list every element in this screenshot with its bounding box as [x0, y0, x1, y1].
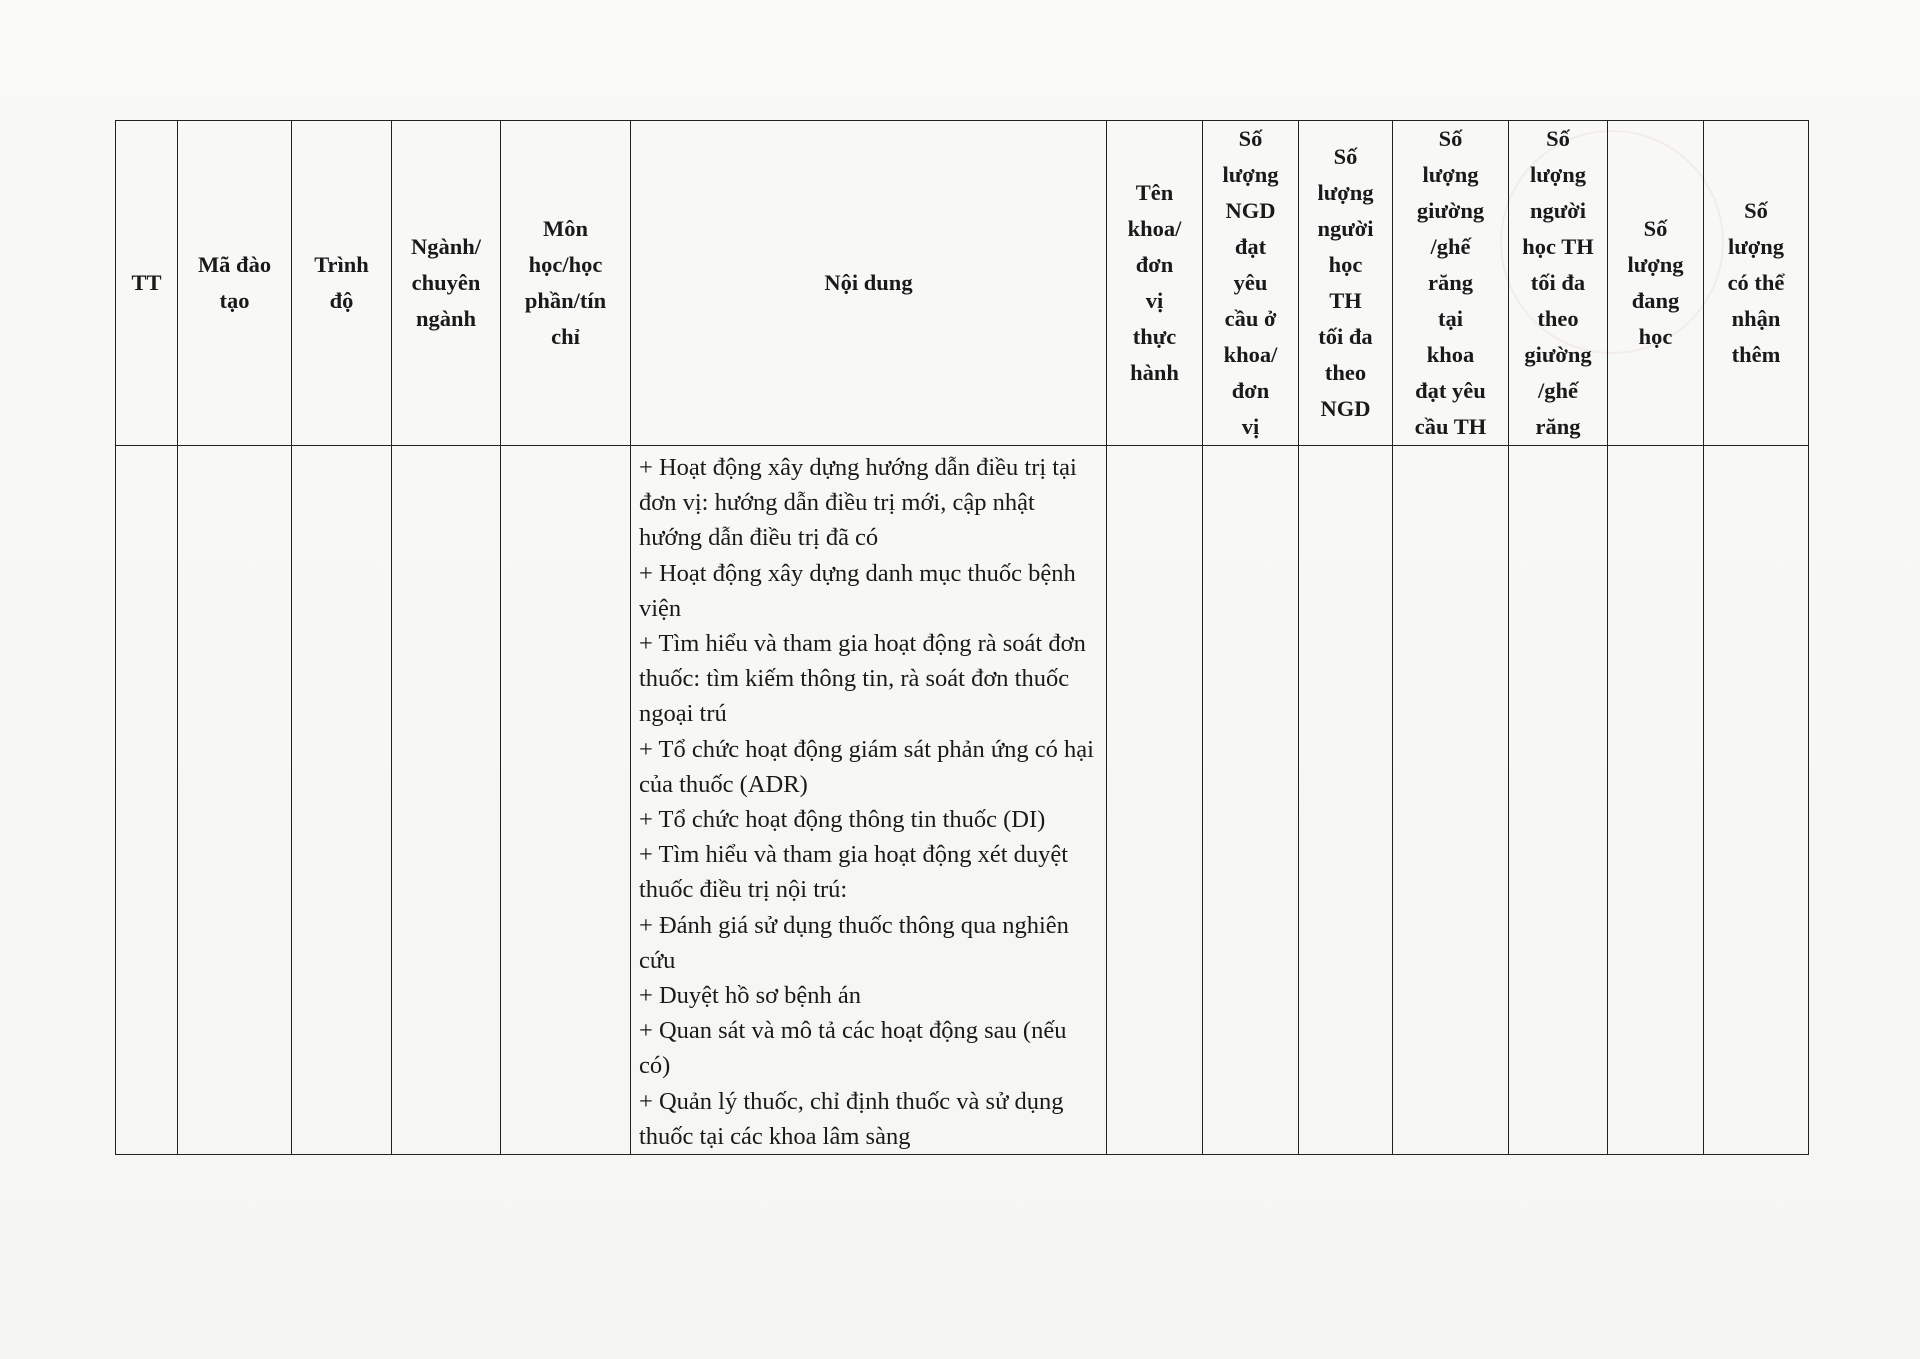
- cell-currently-studying: [1608, 446, 1704, 1155]
- header-beds-chairs: Số lượng giường /ghế răng tại khoa đạt yêu cầu TH: [1393, 121, 1509, 446]
- content-item: + Quan sát và mô tả các hoạt động sau (nếu có): [639, 1017, 1067, 1080]
- header-currently-studying: Số lượng đang học: [1608, 121, 1704, 446]
- cell-content: [631, 446, 1107, 1155]
- content-item: + Tổ chức hoạt động thông tin thuốc (DI): [639, 806, 1046, 834]
- cell-department: [1107, 446, 1203, 1155]
- cell-major: [392, 446, 501, 1155]
- cell-max-learners-by-beds: [1509, 446, 1608, 1155]
- document-table: [115, 120, 1809, 1155]
- header-content: Nội dung: [631, 121, 1107, 446]
- cell-level: [292, 446, 392, 1155]
- cell-max-learners-by-instructor: [1299, 446, 1393, 1155]
- table-row: [116, 446, 1809, 1155]
- content-item: + Hoạt động xây dựng danh mục thuốc bệnh viện: [639, 559, 1076, 622]
- header-department: Tên khoa/ đơn vị thực hành: [1107, 121, 1203, 446]
- cell-qualified-instructors: [1203, 446, 1299, 1155]
- header-max-learners-by-instructor: Số lượng người học TH tối đa theo NGD: [1299, 121, 1393, 446]
- content-item: + Tìm hiểu và tham gia hoạt động rà soát đơn thuốc: tìm kiếm thông tin, rà soát đơn thuốc ngoại trú: [639, 630, 1086, 728]
- header-major: Ngành/ chuyên ngành: [392, 121, 501, 446]
- header-training-code: Mã đào tạo: [178, 121, 292, 446]
- header-row: [116, 121, 1809, 446]
- content-item: + Quản lý thuốc, chỉ định thuốc và sử dụng thuốc tại các khoa lâm sàng: [639, 1087, 1064, 1150]
- cell-can-accept-more: [1704, 446, 1809, 1155]
- content-item: + Đánh giá sử dụng thuốc thông qua nghiên cứu: [639, 911, 1069, 974]
- header-max-learners-by-beds: Số lượng người học TH tối đa theo giường /ghế răng: [1509, 121, 1608, 446]
- cell-beds-chairs: [1393, 446, 1509, 1155]
- content-item: + Tìm hiểu và tham gia hoạt động xét duyệt thuốc điều trị nội trú:: [639, 841, 1069, 904]
- content-item: + Duyệt hồ sơ bệnh án: [639, 982, 862, 1010]
- header-qualified-instructors: Số lượng NGD đạt yêu cầu ở khoa/ đơn vị: [1203, 121, 1299, 446]
- header-subject: Môn học/học phần/tín chỉ: [501, 121, 631, 446]
- content-item: + Hoạt động xây dựng hướng dẫn điều trị tại đơn vị: hướng dẫn điều trị mới, cập nhật hướng dẫn điều trị đã có: [639, 454, 1077, 552]
- header-tt: TT: [116, 121, 178, 446]
- cell-training-code: [178, 446, 292, 1155]
- content-item: + Tổ chức hoạt động giám sát phản ứng có hại của thuốc (ADR): [639, 735, 1094, 798]
- header-can-accept-more: Số lượng có thể nhận thêm: [1704, 121, 1809, 446]
- cell-tt: [116, 446, 178, 1155]
- cell-subject: [501, 446, 631, 1155]
- header-level: Trình độ: [292, 121, 392, 446]
